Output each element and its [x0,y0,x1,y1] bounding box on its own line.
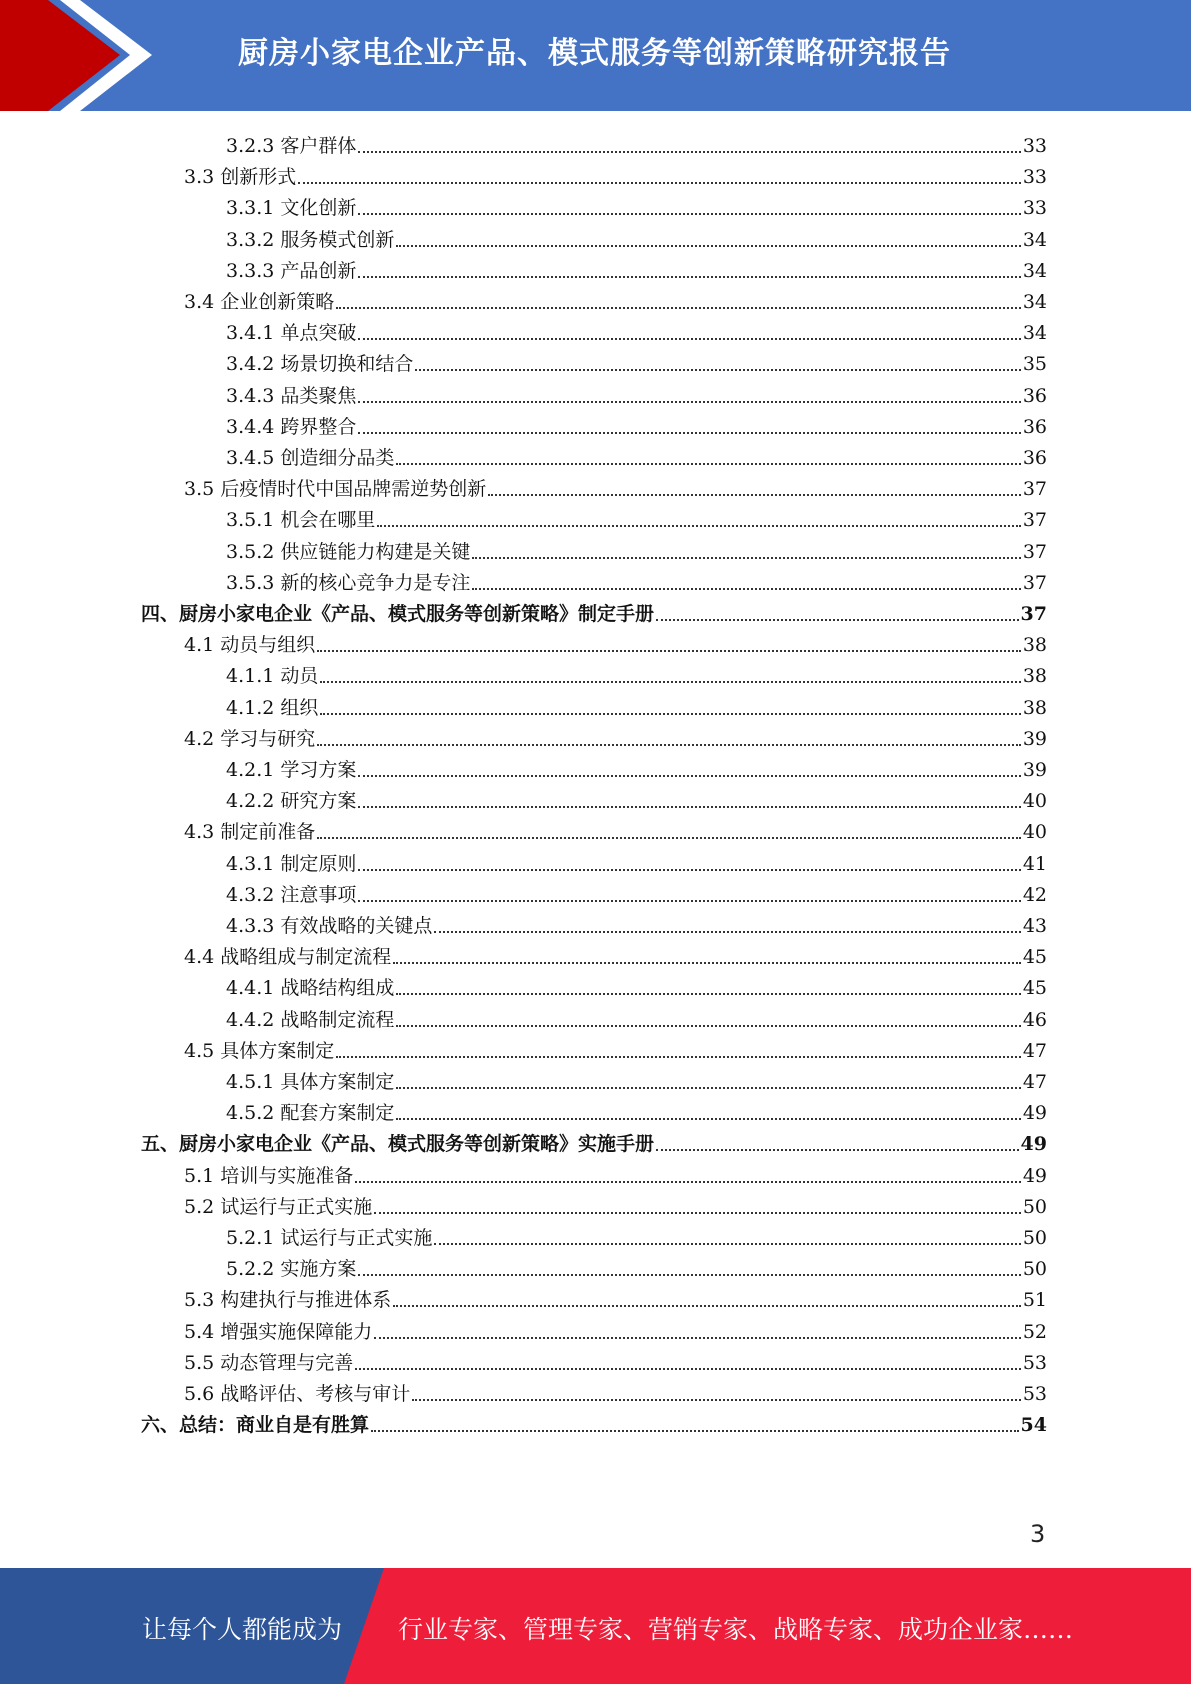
toc-entry-page: 50 [1022,1195,1047,1218]
toc-dot-leader [396,993,1020,995]
toc-entry-label: 四、厨房小家电企业《产品、模式服务等创新策略》制定手册 [141,603,655,625]
toc-entry-page: 54 [1020,1414,1047,1437]
toc-entry-label: 4.4 战略组成与制定流程 [184,946,392,969]
toc-entry-page: 53 [1022,1383,1047,1405]
toc-entry[interactable] [226,1094,1047,1125]
toc-entry[interactable] [184,626,1047,657]
toc-entry-label: 4.5.1 具体方案制定 [226,1071,395,1093]
toc-entry-label: 5.2 试运行与正式实施 [184,1195,373,1218]
toc-entry-page: 49 [1022,1102,1047,1125]
toc-entry-label: 4.3.3 有效战略的关键点 [226,915,433,937]
toc-entry-label: 4.4.2 战略制定流程 [226,1008,395,1031]
toc-entry-label: 4.5.2 配套方案制定 [226,1102,395,1125]
toc-entry-label: 3.4.2 场景切换和结合 [226,353,414,376]
toc-dot-leader [358,869,1020,871]
toc-entry-page: 39 [1022,759,1047,781]
toc-dot-leader [377,525,1020,527]
toc-entry[interactable] [226,1063,1047,1094]
toc-dot-leader [358,432,1020,434]
toc-dot-leader [358,276,1020,278]
toc-entry-page: 52 [1022,1320,1047,1343]
toc-entry[interactable] [184,1344,1047,1375]
toc-entry-label: 5.2.2 实施方案 [226,1258,357,1281]
toc-entry-label: 4.2.1 学习方案 [226,759,357,781]
toc-entry[interactable] [184,1375,1047,1406]
toc-entry-label: 3.3 创新形式 [184,166,297,189]
toc-entry-page: 39 [1022,727,1047,750]
toc-entry[interactable] [226,345,1047,376]
toc-entry[interactable] [226,1001,1047,1032]
toc-dot-leader [396,245,1020,247]
toc-entry-page: 34 [1022,291,1047,313]
toc-dot-leader [358,1274,1020,1276]
toc-entry-label: 3.5.3 新的核心竞争力是专注 [226,571,471,594]
toc-entry-page: 47 [1022,1071,1047,1093]
toc-entry-page: 37 [1022,509,1047,532]
toc-entry[interactable] [226,845,1047,876]
toc-entry-label: 5.1 培训与实施准备 [184,1164,354,1187]
toc-entry-label: 3.4.5 创造细分品类 [226,447,395,469]
toc-dot-leader [358,151,1020,153]
toc-entry-page: 50 [1022,1258,1047,1281]
toc-dot-leader [488,494,1021,496]
toc-dot-leader [317,837,1021,839]
toc-entry-page: 35 [1022,353,1047,376]
footer-slogan-left: 让每个人都能成为 [142,1615,343,1644]
toc-entry-page: 34 [1022,259,1047,282]
toc-entry-label: 5.6 战略评估、考核与审计 [184,1383,411,1405]
toc-entry[interactable] [184,938,1047,969]
toc-dot-leader [371,1430,1019,1432]
toc-entry[interactable] [226,782,1047,813]
toc-entry-page: 36 [1022,415,1047,438]
toc-dot-leader [374,1337,1021,1339]
toc-entry[interactable] [184,1188,1047,1219]
toc-dot-leader [393,962,1021,964]
toc-entry[interactable] [226,439,1047,470]
toc-entry[interactable] [226,377,1047,408]
toc-entry-label: 4.3.2 注意事项 [226,883,357,906]
toc-entry[interactable] [226,533,1047,564]
toc-entry[interactable] [226,876,1047,907]
toc-entry-page: 46 [1022,1008,1047,1031]
toc-dot-leader [656,1149,1019,1151]
toc-entry-page: 49 [1020,1133,1047,1156]
toc-entry[interactable] [226,1219,1047,1250]
toc-entry-label: 5.3 构建执行与推进体系 [184,1289,392,1312]
toc-dot-leader [317,650,1021,652]
toc-entry-page: 47 [1022,1039,1047,1062]
page-number: 3 [1030,1520,1046,1548]
toc-entry-label: 3.4.1 单点突破 [226,322,357,345]
toc-dot-leader [415,369,1020,371]
toc-dot-leader [396,1025,1020,1027]
toc-entry-page: 36 [1022,384,1047,407]
toc-dot-leader [472,557,1020,559]
toc-entry[interactable] [141,1125,1047,1156]
toc-entry-page: 49 [1022,1164,1047,1187]
toc-entry-page: 34 [1022,322,1047,345]
toc-entry[interactable] [226,314,1047,345]
toc-dot-leader [320,713,1020,715]
toc-entry[interactable] [184,1157,1047,1188]
toc-entry-label: 六、总结：商业自是有胜算 [141,1414,370,1437]
toc-entry-page: 40 [1022,790,1047,813]
toc-entry-page: 45 [1022,977,1047,1000]
toc-dot-leader [412,1399,1021,1401]
toc-entry-label: 4.3.1 制定原则 [226,852,357,875]
toc-dot-leader [358,401,1020,403]
toc-dot-leader [355,1181,1021,1183]
toc-entry-label: 4.1.2 组织 [226,696,319,719]
toc-dot-leader [336,1056,1021,1058]
toc-entry-label: 3.5.1 机会在哪里 [226,509,376,532]
toc-dot-leader [472,588,1020,590]
toc-entry[interactable] [226,221,1047,252]
toc-entry-page: 41 [1022,852,1047,875]
toc-dot-leader [434,1243,1020,1245]
toc-entry-label: 4.3 制定前准备 [184,821,316,844]
toc-dot-leader [317,744,1021,746]
page-header [0,0,1191,111]
toc-entry[interactable] [184,470,1047,501]
toc-entry-page: 37 [1022,571,1047,594]
toc-entry-label: 4.1 动员与组织 [184,634,316,657]
toc-entry[interactable] [226,501,1047,532]
toc-entry[interactable] [184,1281,1047,1312]
toc-entry[interactable] [226,1250,1047,1281]
toc-entry-label: 3.3.2 服务模式创新 [226,228,395,251]
toc-dot-leader [434,931,1020,933]
toc-dot-leader [355,1368,1021,1370]
toc-entry[interactable] [184,158,1047,189]
toc-dot-leader [374,1212,1021,1214]
toc-entry-label: 3.2.3 客户群体 [226,135,357,157]
toc-dot-leader [358,213,1020,215]
toc-entry-label: 3.4.3 品类聚焦 [226,384,357,407]
toc-entry-label: 五、厨房小家电企业《产品、模式服务等创新策略》实施手册 [141,1133,655,1156]
toc-entry[interactable] [184,813,1047,844]
toc-entry-label: 4.2 学习与研究 [184,727,316,750]
toc-entry[interactable] [226,127,1047,158]
toc-entry-label: 4.2.2 研究方案 [226,790,357,813]
toc-entry-page: 40 [1022,821,1047,844]
toc-entry[interactable] [226,689,1047,720]
toc-entry[interactable] [226,564,1047,595]
toc-entry-label: 3.4 企业创新策略 [184,291,335,313]
toc-dot-leader [396,463,1020,465]
toc-entry-page: 50 [1022,1227,1047,1249]
page-footer [0,1568,1191,1684]
toc-entry[interactable] [226,189,1047,220]
toc-dot-leader [358,806,1020,808]
toc-dot-leader [358,338,1020,340]
toc-entry[interactable] [184,283,1047,314]
toc-entry-label: 4.1.1 动员 [226,665,319,688]
toc-entry-page: 37 [1022,478,1047,501]
toc-entry[interactable] [226,751,1047,782]
report-title: 厨房小家电企业产品、模式服务等创新策略研究报告 [238,36,951,71]
toc-dot-leader [396,1118,1020,1120]
toc-dot-leader [396,1087,1020,1089]
toc-entry[interactable] [141,1406,1047,1437]
toc-entry-page: 38 [1022,665,1047,688]
toc-dot-leader [393,1305,1021,1307]
toc-entry-label: 5.4 增强实施保障能力 [184,1320,373,1343]
toc-entry-label: 3.4.4 跨界整合 [226,415,357,438]
toc-entry[interactable] [184,1032,1047,1063]
toc-entry[interactable] [184,1313,1047,1344]
toc-entry[interactable] [141,595,1047,626]
toc-entry[interactable] [226,657,1047,688]
toc-dot-leader [358,900,1020,902]
toc-entry[interactable] [226,907,1047,938]
toc-entry-page: 51 [1022,1289,1047,1312]
toc-dot-leader [336,307,1021,309]
toc-entry-page: 42 [1022,883,1047,906]
toc-entry-page: 45 [1022,946,1047,969]
toc-entry[interactable] [226,969,1047,1000]
toc-entry-page: 33 [1022,197,1047,220]
toc-dot-leader [298,182,1021,184]
toc-entry-label: 3.3.1 文化创新 [226,197,357,220]
toc-entry-label: 4.4.1 战略结构组成 [226,977,395,1000]
toc-entry-label: 4.5 具体方案制定 [184,1039,335,1062]
toc-entry[interactable] [184,720,1047,751]
toc-entry-page: 33 [1022,166,1047,189]
toc-entry-page: 37 [1022,540,1047,563]
toc-entry-label: 5.5 动态管理与完善 [184,1351,354,1374]
toc-entry-page: 36 [1022,447,1047,469]
toc-entry-page: 37 [1020,603,1047,625]
toc-entry-page: 38 [1022,634,1047,657]
toc-dot-leader [358,775,1020,777]
toc-entry-page: 43 [1022,915,1047,937]
toc-entry-page: 33 [1022,135,1047,157]
toc-entry[interactable] [226,252,1047,283]
toc-entry-label: 3.5.2 供应链能力构建是关键 [226,540,471,563]
toc-entry-label: 3.3.3 产品创新 [226,259,357,282]
toc-entry-page: 53 [1022,1351,1047,1374]
toc-entry-page: 38 [1022,696,1047,719]
toc-dot-leader [320,681,1020,683]
toc-dot-leader [656,619,1019,621]
footer-slogan-right: 行业专家、管理专家、营销专家、战略专家、成功企业家…… [398,1615,1074,1644]
toc-entry[interactable] [226,408,1047,439]
toc-entry-page: 34 [1022,228,1047,251]
toc-entry-label: 5.2.1 试运行与正式实施 [226,1227,433,1249]
toc-entry-label: 3.5 后疫情时代中国品牌需逆势创新 [184,478,487,501]
